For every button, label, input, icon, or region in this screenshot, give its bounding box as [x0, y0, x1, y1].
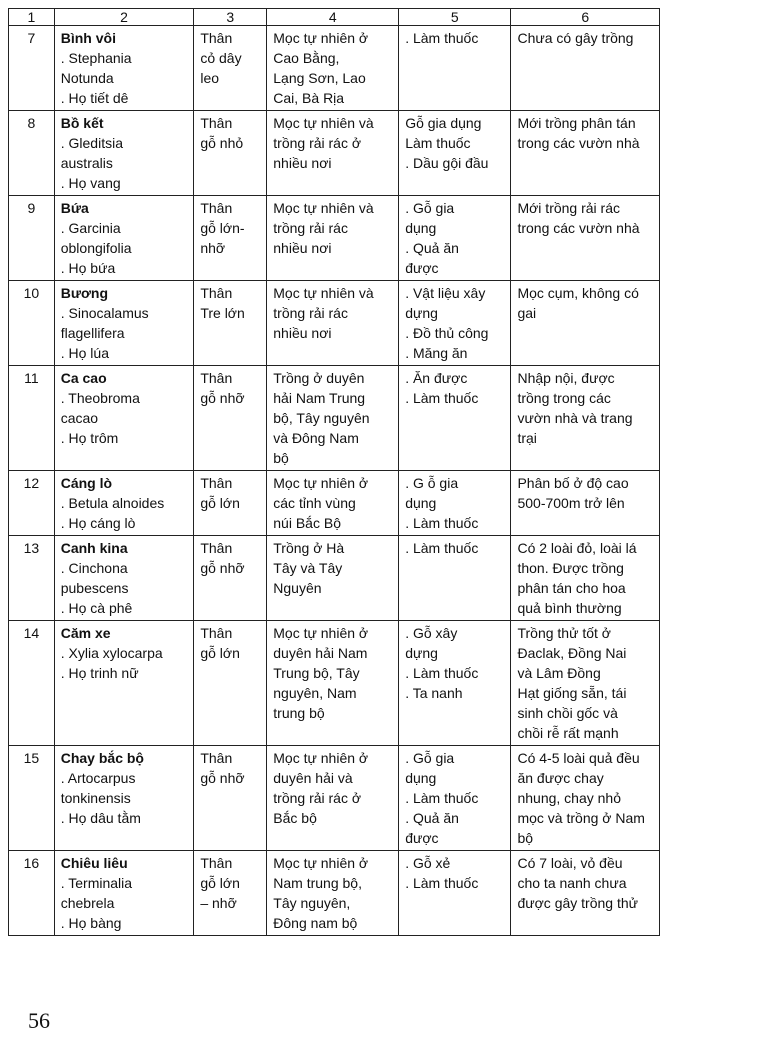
cell-line: phân tán cho hoa: [517, 580, 626, 596]
cell-line: Phân bố ở độ cao: [517, 475, 629, 491]
cell-line: . Làm thuốc: [405, 665, 479, 681]
cell-line: Tây và Tây: [273, 560, 343, 576]
cell-line: dụng: [405, 220, 437, 236]
habitat-cell: [267, 281, 399, 366]
cell-line: . Stephania: [60, 50, 132, 66]
cell-line: Thân: [200, 115, 233, 131]
cell-line: trồng rải rác: [273, 305, 348, 321]
cell-line: vườn nhà và trang: [517, 410, 633, 426]
cell-line: Trồng ở Hà: [273, 540, 345, 556]
note-cell: [511, 851, 660, 936]
cell-line: trồng rải rác ở: [273, 790, 362, 806]
row-number: 9: [9, 196, 55, 281]
cell-line: . Dầu gội đầu: [405, 155, 489, 171]
cell-line: gỗ nhỡ: [200, 560, 245, 576]
cell-line: Mọc tự nhiên ở: [273, 855, 369, 871]
cell-line: Nam trung bộ,: [273, 875, 362, 891]
species-family: . Họ bàng: [60, 915, 122, 931]
use-cell: [399, 746, 511, 851]
species-cell: [54, 366, 194, 471]
cell-line: Mới trồng phân tán: [517, 115, 636, 131]
use-cell: [399, 26, 511, 111]
note-cell: [511, 111, 660, 196]
cell-line: . Làm thuốc: [405, 875, 479, 891]
cell-line: và Lâm Đồng: [517, 665, 601, 681]
note-cell: [511, 281, 660, 366]
cell-line: gỗ lớn-: [200, 220, 245, 236]
cell-line: Thân: [200, 750, 233, 766]
species-cell: [54, 621, 194, 746]
cell-line: nhiều nơi: [273, 240, 332, 256]
cell-line: cacao: [60, 410, 99, 426]
species-family: . Họ trinh nữ: [60, 665, 139, 681]
cell-line: Có 4-5 loài quả đều: [517, 750, 640, 766]
cell-line: Thân: [200, 370, 233, 386]
cell-line: . Làm thuốc: [405, 30, 479, 46]
col-header-6: 6: [511, 9, 660, 26]
cell-line: gỗ lớn: [200, 875, 240, 891]
species-family: . Họ cà phê: [60, 600, 133, 616]
row-number: 12: [9, 471, 55, 536]
stem-cell: [194, 26, 267, 111]
header-row: [9, 9, 660, 26]
cell-line: gỗ nhỡ: [200, 390, 245, 406]
species-cell: [54, 851, 194, 936]
cell-line: Trồng ở duyên: [273, 370, 365, 386]
cell-line: trung bộ: [273, 705, 325, 721]
row-number: 14: [9, 621, 55, 746]
row-number: 15: [9, 746, 55, 851]
page-number: 56: [28, 1008, 50, 1033]
species-name: Ca cao: [60, 370, 107, 386]
cell-line: . Làm thuốc: [405, 790, 479, 806]
cell-line: Đaclak, Đồng Nai: [517, 645, 627, 661]
species-family: . Họ lúa: [60, 345, 109, 361]
stem-cell: [194, 196, 267, 281]
cell-line: chebrela: [60, 895, 115, 911]
table-row: [9, 471, 660, 536]
cell-line: thon. Được trồng: [517, 560, 624, 576]
cell-line: trồng trong các: [517, 390, 611, 406]
note-cell: [511, 746, 660, 851]
cell-line: ăn được chay: [517, 770, 604, 786]
cell-line: và Đông Nam: [273, 430, 359, 446]
cell-line: gỗ lớn: [200, 495, 240, 511]
species-name: Bứa: [60, 200, 89, 216]
cell-line: . Gỗ gia: [405, 200, 455, 216]
cell-line: Mọc tự nhiên và: [273, 115, 374, 131]
cell-line: nhỡ: [200, 240, 226, 256]
cell-line: . Ăn được: [405, 370, 468, 386]
cell-line: Nhập nội, được: [517, 370, 615, 386]
stem-cell: [194, 471, 267, 536]
species-name: Bương: [60, 285, 109, 301]
species-name: Canh kina: [60, 540, 128, 556]
cell-line: . Theobroma: [60, 390, 140, 406]
cell-line: . Gỗ xây: [405, 625, 458, 641]
cell-line: . Gỗ gia: [405, 750, 455, 766]
cell-line: các tỉnh vùng: [273, 495, 356, 511]
cell-line: pubescens: [60, 580, 129, 596]
cell-line: duyên hải và: [273, 770, 353, 786]
cell-line: dụng: [405, 770, 437, 786]
col-header-1: 1: [9, 9, 55, 26]
cell-line: Thân: [200, 540, 233, 556]
cell-line: 500-700m trở lên: [517, 495, 625, 511]
habitat-cell: [267, 471, 399, 536]
cell-line: . Đồ thủ công: [405, 325, 489, 341]
cell-line: Nguyên: [273, 580, 322, 596]
cell-line: Lạng Sơn, Lao: [273, 70, 366, 86]
cell-line: Gỗ gia dụng: [405, 115, 482, 131]
species-cell: [54, 471, 194, 536]
cell-line: quả bình thường: [517, 600, 622, 616]
cell-line: gỗ nhỡ: [200, 770, 245, 786]
stem-cell: [194, 366, 267, 471]
cell-line: . G ỗ gia: [405, 475, 459, 491]
cell-line: dụng: [405, 495, 437, 511]
cell-line: . Betula alnoides: [60, 495, 165, 511]
cell-line: Mọc tự nhiên và: [273, 285, 374, 301]
table-row: [9, 281, 660, 366]
cell-line: Trung bộ, Tây: [273, 665, 360, 681]
cell-line: trồng rải rác: [273, 220, 348, 236]
cell-line: Mọc tự nhiên và: [273, 200, 374, 216]
cell-line: Mọc tự nhiên ở: [273, 750, 369, 766]
cell-line: – nhỡ: [200, 895, 237, 911]
use-cell: [399, 851, 511, 936]
table-body: [9, 26, 660, 936]
species-family: . Họ cáng lò: [60, 515, 136, 531]
cell-line: bộ, Tây nguyên: [273, 410, 370, 426]
cell-line: Mọc tự nhiên ở: [273, 625, 369, 641]
cell-line: bộ: [517, 830, 534, 846]
cell-line: Cao Bằng,: [273, 50, 340, 66]
species-name: Bồ kết: [60, 115, 104, 131]
species-cell: [54, 111, 194, 196]
cell-line: Đông nam bộ: [273, 915, 358, 931]
use-cell: [399, 471, 511, 536]
note-cell: [511, 196, 660, 281]
cell-line: . Artocarpus: [60, 770, 136, 786]
table-row: [9, 111, 660, 196]
row-number: 13: [9, 536, 55, 621]
cell-line: Thân: [200, 200, 233, 216]
use-cell: [399, 281, 511, 366]
cell-line: Thân: [200, 475, 233, 491]
cell-line: trong các vườn nhà: [517, 220, 640, 236]
cell-line: trong các vườn nhà: [517, 135, 640, 151]
cell-line: trại: [517, 430, 537, 446]
cell-line: oblongifolia: [60, 240, 132, 256]
table-row: [9, 366, 660, 471]
cell-line: . Quả ăn: [405, 810, 459, 826]
cell-line: hải Nam Trung: [273, 390, 366, 406]
stem-cell: [194, 746, 267, 851]
cell-line: Chưa có gây trồng: [517, 30, 634, 46]
cell-line: Notunda: [60, 70, 114, 86]
cell-line: chồi rễ rất mạnh: [517, 725, 619, 741]
stem-cell: [194, 281, 267, 366]
habitat-cell: [267, 851, 399, 936]
cell-line: được: [405, 260, 439, 276]
use-cell: [399, 536, 511, 621]
cell-line: Tây nguyên,: [273, 895, 351, 911]
cell-line: mọc và trồng ở Nam: [517, 810, 645, 826]
species-name: Chay bắc bộ: [60, 750, 144, 766]
cell-line: leo: [200, 70, 220, 86]
cell-line: . Gỗ xẻ: [405, 855, 451, 871]
cell-line: dựng: [405, 645, 438, 661]
note-cell: [511, 471, 660, 536]
cell-line: Mọc tự nhiên ở: [273, 30, 369, 46]
cell-line: được: [405, 830, 439, 846]
species-cell: [54, 536, 194, 621]
habitat-cell: [267, 621, 399, 746]
habitat-cell: [267, 366, 399, 471]
row-number: 8: [9, 111, 55, 196]
habitat-cell: [267, 196, 399, 281]
cell-line: Thân: [200, 285, 233, 301]
cell-line: Trồng thử tốt ở: [517, 625, 611, 641]
table-row: [9, 621, 660, 746]
species-name: Bình vôi: [60, 30, 116, 46]
habitat-cell: [267, 536, 399, 621]
cell-line: Mọc cụm, không có: [517, 285, 639, 301]
note-cell: [511, 366, 660, 471]
cell-line: gai: [517, 305, 537, 321]
cell-line: . Ta nanh: [405, 685, 463, 701]
col-header-2: 2: [54, 9, 194, 26]
species-name: Cáng lò: [60, 475, 113, 491]
cell-line: . Garcinia: [60, 220, 121, 236]
habitat-cell: [267, 746, 399, 851]
species-family: . Họ dâu tằm: [60, 810, 141, 826]
plant-table: [8, 8, 660, 936]
cell-line: Mới trồng rải rác: [517, 200, 621, 216]
table-row: [9, 746, 660, 851]
cell-line: nhiều nơi: [273, 325, 332, 341]
stem-cell: [194, 536, 267, 621]
cell-line: được gây trồng thử: [517, 895, 639, 911]
col-header-4: 4: [267, 9, 399, 26]
cell-line: trồng rải rác ở: [273, 135, 362, 151]
cell-line: australis: [60, 155, 113, 171]
species-cell: [54, 746, 194, 851]
stem-cell: [194, 111, 267, 196]
cell-line: duyên hải Nam: [273, 645, 368, 661]
cell-line: . Cinchona: [60, 560, 128, 576]
cell-line: Làm thuốc: [405, 135, 471, 151]
stem-cell: [194, 851, 267, 936]
table-row: [9, 26, 660, 111]
row-number: 10: [9, 281, 55, 366]
note-cell: [511, 536, 660, 621]
cell-line: . Terminalia: [60, 875, 133, 891]
habitat-cell: [267, 26, 399, 111]
species-family: . Họ tiết dê: [60, 90, 129, 106]
table-row: [9, 851, 660, 936]
cell-line: Cai, Bà Rịa: [273, 90, 345, 106]
cell-line: nhiều nơi: [273, 155, 332, 171]
cell-line: Có 2 loài đỏ, loài lá: [517, 540, 637, 556]
use-cell: [399, 196, 511, 281]
cell-line: Thân: [200, 855, 233, 871]
cell-line: . Gleditsia: [60, 135, 123, 151]
cell-line: . Vật liệu xây: [405, 285, 486, 301]
cell-line: nguyên, Nam: [273, 685, 357, 701]
col-header-3: 3: [194, 9, 267, 26]
row-number: 11: [9, 366, 55, 471]
cell-line: bộ: [273, 450, 289, 466]
cell-line: . Măng ăn: [405, 345, 468, 361]
species-family: . Họ vang: [60, 175, 121, 191]
species-name: Căm xe: [60, 625, 111, 641]
cell-line: . Làm thuốc: [405, 390, 479, 406]
cell-line: Mọc tự nhiên ở: [273, 475, 369, 491]
note-cell: [511, 621, 660, 746]
use-cell: [399, 366, 511, 471]
cell-line: Tre lớn: [200, 305, 245, 321]
cell-line: Thân: [200, 30, 233, 46]
cell-line: . Quả ăn: [405, 240, 459, 256]
use-cell: [399, 621, 511, 746]
row-number: 7: [9, 26, 55, 111]
use-cell: [399, 111, 511, 196]
habitat-cell: [267, 111, 399, 196]
cell-line: cho ta nanh chưa: [517, 875, 627, 891]
table-row: [9, 536, 660, 621]
cell-line: . Làm thuốc: [405, 540, 479, 556]
col-header-5: 5: [399, 9, 511, 26]
cell-line: núi Bắc Bộ: [273, 515, 341, 531]
cell-line: gỗ lớn: [200, 645, 240, 661]
species-cell: [54, 281, 194, 366]
row-number: 16: [9, 851, 55, 936]
cell-line: tonkinensis: [60, 790, 131, 806]
note-cell: [511, 26, 660, 111]
cell-line: gỗ nhỏ: [200, 135, 244, 151]
cell-line: flagellifera: [60, 325, 125, 341]
species-family: . Họ bứa: [60, 260, 116, 276]
cell-line: . Xylia xylocarpa: [60, 645, 163, 661]
table-row: [9, 196, 660, 281]
cell-line: Hạt giống sẵn, tái: [517, 685, 627, 701]
species-cell: [54, 196, 194, 281]
cell-line: Thân: [200, 625, 233, 641]
cell-line: . Làm thuốc: [405, 515, 479, 531]
cell-line: cỏ dây: [200, 50, 242, 66]
cell-line: dựng: [405, 305, 438, 321]
cell-line: Bắc bộ: [273, 810, 317, 826]
stem-cell: [194, 621, 267, 746]
cell-line: . Sinocalamus: [60, 305, 149, 321]
cell-line: sinh chồi gốc và: [517, 705, 618, 721]
species-name: Chiêu liêu: [60, 855, 128, 871]
species-cell: [54, 26, 194, 111]
cell-line: Có 7 loài, vỏ đều: [517, 855, 623, 871]
cell-line: nhung, chay nhỏ: [517, 790, 621, 806]
species-family: . Họ trôm: [60, 430, 119, 446]
